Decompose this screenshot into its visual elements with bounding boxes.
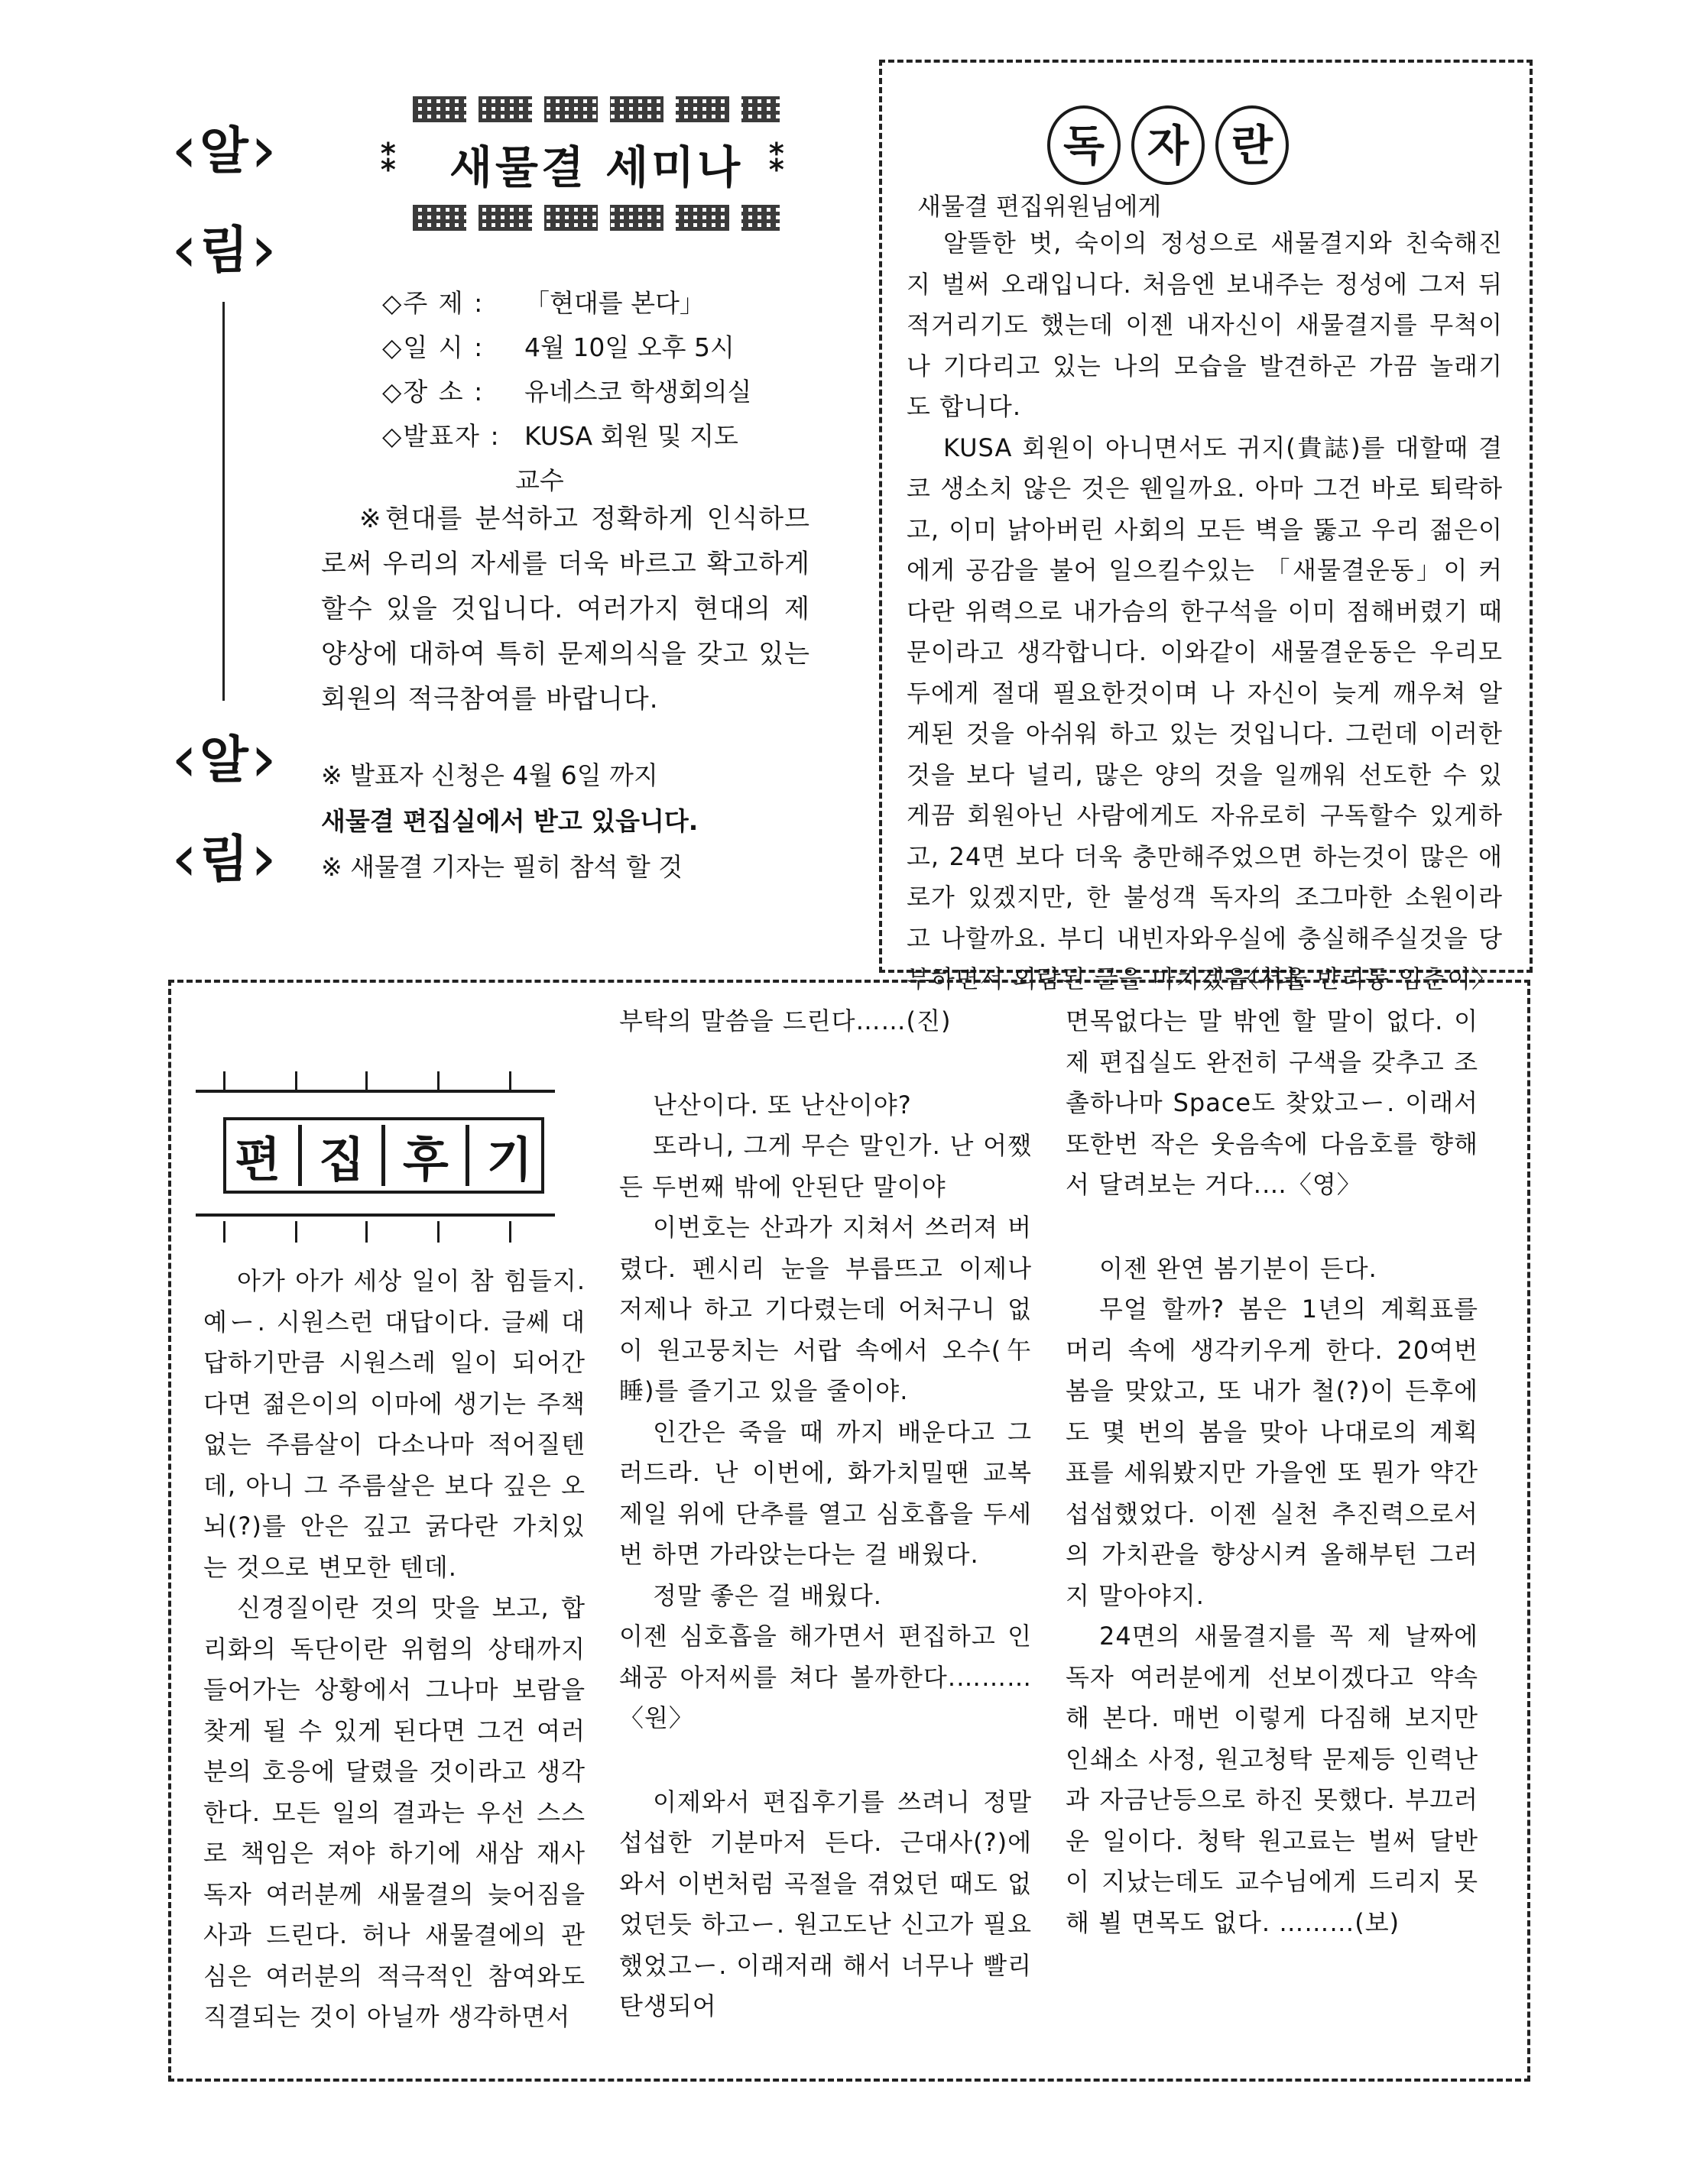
seminar-ornament-left: ⁑ — [379, 138, 399, 180]
notice-label-bottom — [174, 714, 274, 906]
paragraph-gap — [1066, 1206, 1478, 1249]
detail-key: ◇일 시 : — [382, 332, 485, 362]
reader-salutation: 새물결 편집위원님에게 — [917, 192, 1162, 221]
seminar-ornament-right: ⁑ — [767, 138, 787, 180]
seminar-detail-row — [382, 326, 810, 370]
detail-value: 「현대를 본다」 — [524, 288, 705, 318]
reader-signature: 〈서울 반리동 임춘이〉 — [1234, 964, 1497, 993]
notice-divider-line — [222, 302, 225, 701]
reader-letter — [907, 223, 1503, 1000]
editor-paragraph: 인간은 죽을 때 까지 배운다고 그러드라. 난 이번에, 화가치밀땐 교복 제일 위에 단추를 열고 심호흡을 두세번 하면 가라앉는다는 걸 배웠다. — [619, 1417, 1032, 1569]
editor-paragraph: 신경질이란 것의 맛을 보고, 합리화의 독단이란 위험의 상태까지 들어가는 상황에서 그나마 보람을 찾게 될 수 있게 된다면 그건 여러분의 호응에 달렸을 것이라고 생각한다. 모든 일의 결과는 우선 스스로 책임은 져야 하기에 새삼 재사 독자 여러분께 새물결의 늦어짐을 사과 드린다. 허나 새물결에의 관심은 여러분의 적극적인 참여와도 직결되는 것이 아닐까 생각하면서 — [203, 1593, 586, 2031]
detail-key: ◇장 소 : — [382, 377, 485, 407]
reader-title-char: 독 — [1047, 105, 1121, 185]
seminar-ornament-top — [413, 96, 780, 122]
editor-paragraph: 정말 좋은 걸 배웠다. — [653, 1580, 882, 1610]
heading-char: 편 — [235, 1131, 281, 1188]
editor-paragraph: 이젠 완연 봄기분이 든다. — [1099, 1253, 1377, 1283]
editor-paragraph: 24면의 새물결지를 꼭 제 날짜에 독자 여러분에게 선보이겠다고 약속해 본다. 매번 이렇게 다짐해 보지만 인쇄소 사정, 원고청탁 문제등 인력난과 자금난등으로 하진 못했다. 부끄러운 일이다. 청탁 원고료는 벌써 달반이 지났는데도 교수님에게 드리지 못해 뵐 면목도 없다. ………(보) — [1066, 1622, 1478, 1937]
editor-paragraph: 아가 아가 세상 일이 참 힘들지. 예ー. 시원스런 대답이다. 글쎄 대답하기만큼 시원스레 일이 되어간다면 젊은이의 이마에 생기는 주책없는 주름살이 다소나마 적어질텐데, 아니 그 주름살은 보다 깊은 오뇌(?)를 안은 깊고 굵다란 가치있는 것으로 변모한 텐데. — [203, 1266, 586, 1582]
heading-char: 후 — [402, 1131, 449, 1188]
detail-value: 유네스코 학생회의실 — [524, 377, 752, 407]
seminar-note-line: 새물결 편집실에서 받고 있읍니다. — [321, 806, 699, 836]
editor-heading — [196, 1064, 563, 1247]
seminar-title: 새물결 세미나 — [449, 141, 744, 193]
editor-column-1 — [203, 1261, 586, 2038]
reader-title-char: 란 — [1215, 105, 1289, 185]
notice-label-top — [174, 105, 274, 296]
heading-tick — [223, 1221, 225, 1243]
editor-paragraph: 면목없다는 말 밖엔 할 말이 없다. 이제 편집실도 완전히 구색을 갖추고 조촐하나마 Space도 찾았고ー. 이래서 또한번 작은 웃음속에 다음호를 향해서 달려보는 거다.…〈영〉 — [1066, 1006, 1478, 1199]
seminar-detail-row — [382, 414, 810, 459]
heading-tick — [365, 1221, 368, 1243]
reader-paragraph: 알뜰한 벗, 숙이의 정성으로 새물결지와 친숙해진지 벌써 오래입니다. 처음엔 보내주는 정성에 그저 뒤적거리기도 했는데 이젠 내자신이 새물결지를 무척이나 기다리고 있는 나의 모습을 발견하곤 가끔 놀래기도 합니다. — [907, 228, 1503, 421]
heading-tick — [365, 1071, 368, 1093]
editor-paragraph: 이번호는 산과가 지쳐서 쓰러져 버렸다. 펜시리 눈을 부릅뜨고 이제나 저제나 하고 기다렸는데 어처구니 없이 원고뭉치는 서랍 속에서 오수(午睡)를 즐기고 있을 줄이야. — [619, 1213, 1032, 1405]
seminar-details — [382, 281, 810, 503]
heading-tick — [437, 1221, 440, 1243]
detail-key: ◇발표자 : — [382, 421, 501, 451]
heading-divider — [381, 1125, 385, 1186]
editor-paragraph: 이젠 심호흡을 해가면서 편집하고 인쇄공 아저씨를 쳐다 볼까한다.………〈원〉 — [619, 1622, 1032, 1732]
notice-char-al: ‹ 알 › — [174, 105, 274, 197]
reader-paragraph: KUSA 회원이 아니면서도 귀지(貴誌)를 대할때 결코 생소치 않은 것은 웬일까요. 아마 그건 바로 퇴락하고, 이미 낡아버린 사회의 모든 벽을 뚫고 우리 젊은이에게 공감을 불어 일으킬수있는 「새물결운동」이 커다란 위력으로 내가슴의 한구석을 이미 점해버렸기 때문이라고 생각합니다. 이와같이 새물결운동은 우리모두에게 절대 필요한것이며 나 자신이 늦게 깨우쳐 알게된 것을 아쉬워 하고 있는 것입니다. 그런데 이러한 것을 보다 널리, 많은 양의 것을 일깨워 선도한 수 있게끔 회원아닌 사람에게도 자유로히 구독할수 있게하고, 24면 보다 더욱 충만해주었으면 하는것이 많은 애로가 있겠지만, 한 불성객 독자의 조그마한 소원이라고 나할까요. 부디 내빈자와우실에 충실해주실것을 당부하면서 외람된 글을 마치겠읍니다. — [907, 433, 1503, 993]
notice-char-rim: ‹ 림 › — [174, 814, 274, 906]
heading-char: 집 — [319, 1131, 365, 1188]
heading-tick — [509, 1221, 511, 1243]
seminar-detail-row — [382, 370, 810, 414]
seminar-note: ※현대를 분석하고 정확하게 인식하므로써 우리의 자세를 더욱 바르고 확고하게 할수 있을 것입니다. 여러가지 현대의 제양상에 대하여 특히 문제의식을 갖고 있는 회원의 적극참여를 바랍니다. — [321, 504, 810, 714]
heading-divider — [298, 1125, 302, 1186]
heading-rule-top — [196, 1090, 555, 1093]
seminar-note-line: ※ 발표자 신청은 4월 6일 까지 — [321, 760, 658, 790]
seminar-ornament-bottom — [413, 205, 780, 231]
detail-value: 4월 10일 오후 5시 — [524, 332, 735, 362]
detail-value: KUSA 회원 및 지도 — [524, 421, 738, 451]
editor-column-3 — [1066, 1001, 1478, 1943]
heading-char: 기 — [486, 1131, 533, 1188]
heading-tick — [223, 1071, 225, 1093]
editor-paragraph: 또라니, 그게 무슨 말인가. 난 어쨌든 두번째 밖에 안된단 말이야 — [619, 1131, 1032, 1201]
detail-value-continued: 교수 — [515, 465, 564, 495]
notice-char-al: ‹ 알 › — [174, 714, 274, 806]
editor-paragraph: 부탁의 말씀을 드린다……(진) — [619, 1006, 952, 1035]
reader-title — [1047, 105, 1289, 185]
editor-column-2 — [619, 1001, 1032, 2027]
heading-rule-bottom — [196, 1214, 555, 1217]
seminar-note-line: ※ 새물결 기자는 필히 참석 할 것 — [321, 852, 683, 882]
editor-paragraph: 무얼 할까? 봄은 1년의 계획표를 머리 속에 생각키우게 한다. 20여번 봄을 맞았고, 또 내가 철(?)이 든후에도 몇 번의 봄을 맞아 나대로의 계획표를 세워봤지만 가을엔 또 뭔가 약간 섭섭했었다. 이젠 실천 추진력으로서의 가치관을 향상시켜 올해부턴 그러지 말아야지. — [1066, 1295, 1478, 1610]
notice-char-rim: ‹ 림 › — [174, 205, 274, 296]
editor-paragraph: 이제와서 편집후기를 쓰려니 정말 섭섭한 기분마저 든다. 근대사(?)에 와서 이번처럼 곡절을 겪었던 때도 없었던듯 하고ー. 원고도난 신고가 필요했었고ー. 이래저래 해서 너무나 빨리 탄생되어 — [619, 1787, 1032, 2020]
heading-tick — [295, 1221, 297, 1243]
reader-title-char: 자 — [1131, 105, 1205, 185]
heading-divider — [466, 1125, 469, 1186]
detail-key: ◇주 제 : — [382, 288, 485, 318]
paragraph-gap — [619, 1042, 1032, 1085]
heading-tick — [509, 1071, 511, 1093]
heading-frame — [223, 1117, 544, 1194]
seminar-detail-row — [382, 281, 810, 326]
seminar-notes — [321, 753, 810, 890]
editor-paragraph: 난산이다. 또 난산이야? — [653, 1090, 912, 1120]
paragraph-gap — [619, 1739, 1032, 1782]
heading-tick — [295, 1071, 297, 1093]
heading-tick — [437, 1071, 440, 1093]
